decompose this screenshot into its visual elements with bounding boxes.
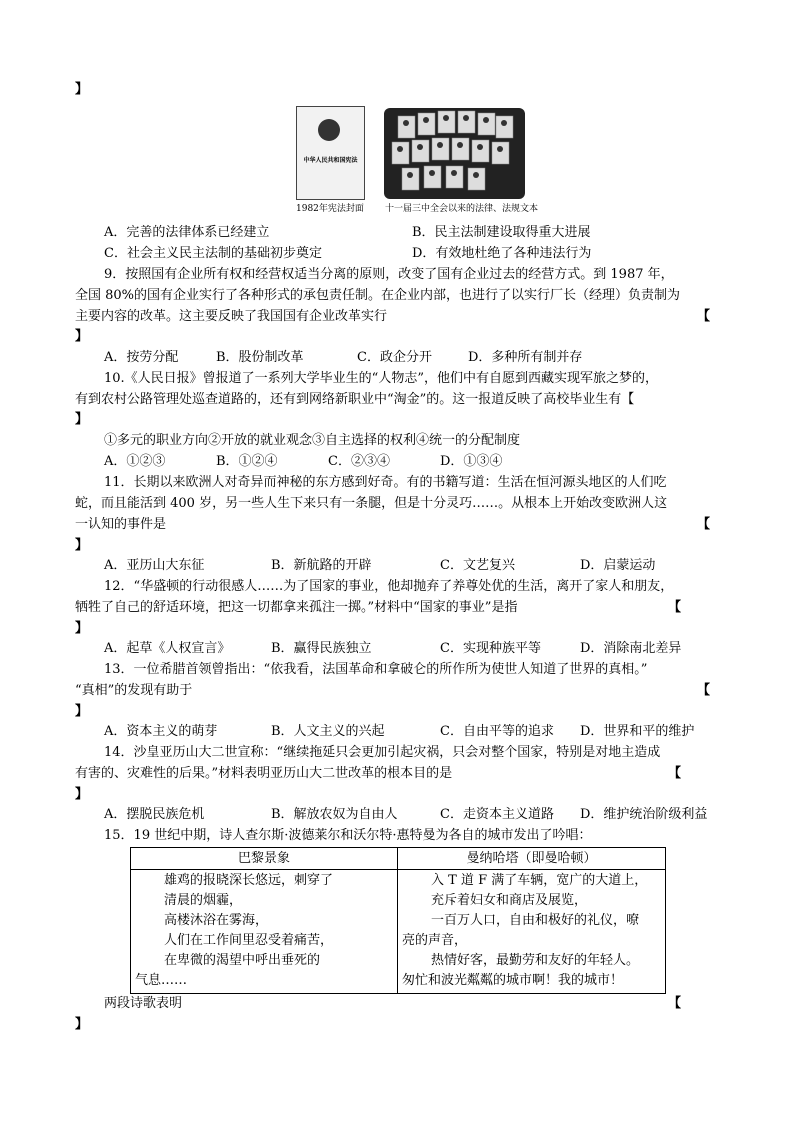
law-books-illustration [384, 108, 525, 199]
manhattan-line: 热情好客，最勤劳和友好的年轻人。 [431, 953, 640, 968]
q9-line3: 主要内容的改革。这主要反映了我国国有企业改革实行 [75, 309, 388, 324]
q15-question: 两段诗歌表明 [104, 996, 183, 1011]
q9-option-b[interactable]: B．股份制改革 [216, 350, 304, 365]
q14-option-b[interactable]: B．解放农奴为自由人 [271, 807, 398, 822]
q8-option-c[interactable]: C．社会主义民主法制的基础初步奠定 [104, 246, 322, 261]
q10-option-a[interactable]: A．①②③ [104, 454, 166, 469]
q12-line1: 12．“华盛顿的行动很感人……为了国家的事业，他却抛弃了养尊处优的生活，离开了家人和朋友， [104, 579, 674, 594]
q13-line1: 13．一位希腊首领曾指出：“依我看，法国革命和拿破仑的所作所为使世人知道了世界的真相。” [104, 662, 648, 677]
q9-option-a[interactable]: A．按劳分配 [104, 350, 179, 365]
cover-title: 中华人民共和国宪法 [303, 157, 358, 164]
paris-title: 巴黎景象 [131, 850, 397, 870]
q10-bracket-close: 】 [75, 412, 89, 427]
caption-left: 1982年宪法封面 [296, 204, 364, 214]
q12-option-b[interactable]: B．赢得民族独立 [271, 641, 372, 656]
q9-bracket-open: 【 [697, 309, 711, 324]
q9-option-d[interactable]: D．多种所有制并存 [468, 350, 583, 365]
q15-bracket-open: 【 [668, 996, 682, 1011]
q10-items: ①多元的职业方向②开放的就业观念③自主选择的权利④统一的分配制度 [104, 433, 521, 448]
q15-bracket-close: 】 [75, 1017, 89, 1032]
q10-option-b[interactable]: B．①②④ [216, 454, 278, 469]
q12-line2: 牺牲了自己的舒适环境，把这一切都拿来孤注一掷。”材料中“国家的事业”是指 [75, 600, 518, 615]
q10-option-d[interactable]: D．①③④ [440, 454, 503, 469]
q13-option-a[interactable]: A．资本主义的萌芽 [104, 724, 218, 739]
q9-line1: 9．按照国有企业所有权和经营权适当分离的原则，改变了国有企业过去的经营方式。到 1987 年， [104, 267, 674, 282]
q10-option-c[interactable]: C．②③④ [328, 454, 390, 469]
q11-option-a[interactable]: A．亚历山大东征 [104, 558, 205, 573]
caption-right: 十一届三中全会以来的法律、法规文本 [385, 204, 539, 214]
q11-bracket-open: 【 [697, 517, 711, 532]
q12-option-a[interactable]: A．起草《人权宣言》 [104, 641, 231, 656]
q12-bracket-open: 【 [668, 600, 682, 615]
q13-option-c[interactable]: C．自由平等的追求 [440, 724, 554, 739]
manhattan-line: 匆忙和波光粼粼的城市啊！我的城市！ [402, 973, 624, 988]
q11-line3: 一认知的事件是 [75, 517, 167, 532]
q8-option-a[interactable]: A．完善的法律体系已经建立 [104, 225, 270, 240]
q12-bracket-close: 】 [75, 621, 89, 636]
constitution-cover-image [296, 106, 365, 200]
paris-line: 在卑微的渴望中呼出垂死的 [164, 953, 321, 968]
q10-line1: 10.《人民日报》曾报道了一系列大学毕业生的“人物志”，他们中有自愿到西藏实现军旅之梦的， [104, 371, 658, 386]
q12-option-d[interactable]: D．消除南北差异 [580, 641, 682, 656]
paris-line: 雄鸡的报晓深长悠远，刺穿了 [164, 873, 334, 888]
manhattan-line: 充斥着妇女和商店及展览， [431, 893, 588, 908]
q11-option-d[interactable]: D．启蒙运动 [580, 558, 656, 573]
q8-option-d[interactable]: D．有效地杜绝了各种违法行为 [412, 246, 592, 261]
q13-option-b[interactable]: B．人文主义的兴起 [271, 724, 385, 739]
q13-bracket-open: 【 [697, 683, 711, 698]
q11-option-b[interactable]: B．新航路的开辟 [271, 558, 372, 573]
bracket-close: 】 [75, 82, 89, 97]
q15-line1: 15．19 世纪中期，诗人查尔斯·波德莱尔和沃尔特·惠特曼为各自的城市发出了吟唱： [104, 828, 592, 843]
paris-line: 人们在工作间里忍受着痛苦， [164, 933, 334, 948]
paris-line: 气息…… [135, 973, 188, 988]
emblem-icon [318, 119, 340, 141]
q10-line2: 有到农村公路管理处巡查道路的，还有到网络新职业中“淘金”的。这一报道反映了高校毕业生有【 [75, 392, 635, 407]
q9-line2: 全国 80%的国有企业实行了各种形式的承包责任制。在企业内部，也进行了以实行厂长（经理）负责制为 [75, 288, 681, 303]
law-texts-image [384, 108, 525, 199]
q14-option-d[interactable]: D．维护统治阶级利益 [580, 807, 708, 822]
q14-line2: 有害的、灾难性的后果。”材料表明亚历山大二世改革的根本目的是 [75, 766, 453, 781]
q11-option-c[interactable]: C．文艺复兴 [440, 558, 515, 573]
q11-line2: 蛇，而且能活到 400 岁，另一些人生下来只有一条腿，但是十分灵巧……。从根本上开始改变欧洲人这 [75, 496, 668, 511]
manhattan-line: 一百万人口，自由和极好的礼仪，嘹 [431, 913, 640, 928]
q9-option-c[interactable]: C．政企分开 [357, 350, 432, 365]
q13-bracket-close: 】 [75, 704, 89, 719]
paris-line: 高楼沐浴在雾海， [164, 913, 269, 928]
q11-bracket-close: 】 [75, 538, 89, 553]
manhattan-column [398, 848, 665, 993]
q14-line1: 14．沙皇亚历山大二世宣称：“继续拖延只会更加引起灾祸，只会对整个国家，特别是对地主造成 [104, 745, 661, 760]
q13-option-d[interactable]: D．世界和平的维护 [580, 724, 695, 739]
manhattan-line: 亮的声音， [402, 933, 468, 948]
q14-bracket-open: 【 [668, 766, 682, 781]
manhattan-title: 曼纳哈塔（即曼哈顿） [398, 850, 665, 870]
q13-line2: “真相”的发现有助于 [75, 683, 193, 698]
q8-option-b[interactable]: B．民主法制建设取得重大进展 [412, 225, 591, 240]
q11-line1: 11．长期以来欧洲人对奇异而神秘的东方感到好奇。有的书籍写道：生活在恒河源头地区的人们吃 [104, 475, 667, 490]
paris-line: 清晨的烟霾， [164, 893, 243, 908]
q12-option-c[interactable]: C．实现种族平等 [440, 641, 541, 656]
paris-column [131, 848, 398, 993]
q14-option-a[interactable]: A．摆脱民族危机 [104, 807, 205, 822]
poem-table [130, 847, 666, 994]
q9-bracket-close: 】 [75, 329, 89, 344]
manhattan-line: 入 T 道 F 满了车辆，宽广的大道上， [431, 873, 648, 888]
q14-option-c[interactable]: C．走资本主义道路 [440, 807, 554, 822]
q14-bracket-close: 】 [75, 787, 89, 802]
